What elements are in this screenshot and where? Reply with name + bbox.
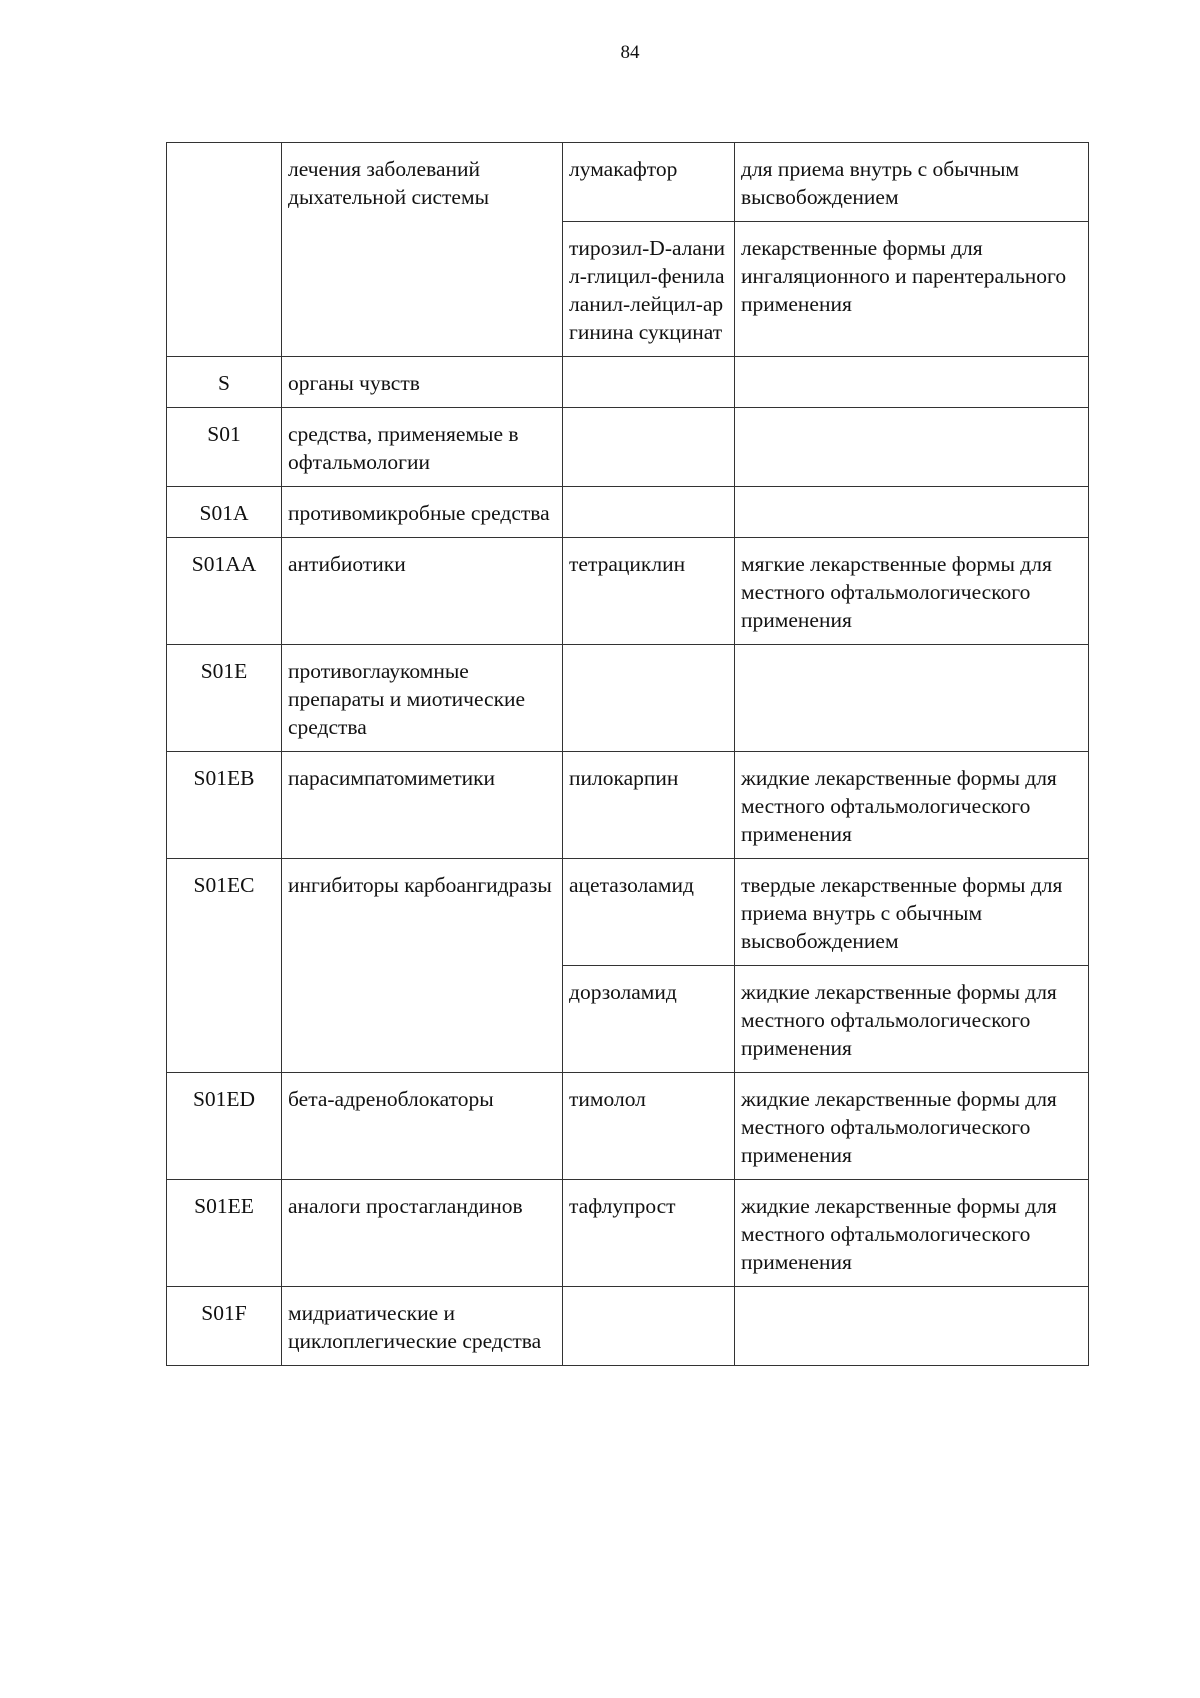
drug-name-cell: дорзоламид — [563, 966, 735, 1073]
atc-code-cell: S01EB — [167, 752, 282, 859]
dosage-form-cell: жидкие лекарственные формы для местного офтальмологического применения — [735, 752, 1089, 859]
atc-code-cell: S01 — [167, 408, 282, 487]
group-name-cell: средства, применяемые в офтальмологии — [282, 408, 563, 487]
table-row — [167, 1287, 1089, 1366]
table-row — [167, 143, 1089, 222]
dosage-form-cell: лекарственные формы для ингаляционного и парентерального применения — [735, 222, 1089, 357]
dosage-form-cell — [735, 408, 1089, 487]
drug-name-cell: тирозил-D-аланил-глицил-фенилаланил-лейцил-аргинина сукцинат — [563, 222, 735, 357]
atc-code-cell: S01F — [167, 1287, 282, 1366]
dosage-form-cell — [735, 1287, 1089, 1366]
group-name-cell: парасимпатомиметики — [282, 752, 563, 859]
drug-name-cell: тафлупрост — [563, 1180, 735, 1287]
drug-name-cell — [563, 357, 735, 408]
atc-code-cell: S01ED — [167, 1073, 282, 1180]
atc-code-cell: S01AA — [167, 538, 282, 645]
drug-classification-table — [166, 142, 1089, 1366]
drug-name-cell: лумакафтор — [563, 143, 735, 222]
table-row — [167, 645, 1089, 752]
dosage-form-cell — [735, 487, 1089, 538]
drug-name-cell: тимолол — [563, 1073, 735, 1180]
dosage-form-cell: жидкие лекарственные формы для местного офтальмологического применения — [735, 1073, 1089, 1180]
dosage-form-cell: жидкие лекарственные формы для местного офтальмологического применения — [735, 1180, 1089, 1287]
group-name-cell: антибиотики — [282, 538, 563, 645]
drug-name-cell — [563, 487, 735, 538]
atc-code-cell — [167, 143, 282, 357]
group-name-cell: мидриатические и циклоплегические средства — [282, 1287, 563, 1366]
group-name-cell: органы чувств — [282, 357, 563, 408]
dosage-form-cell — [735, 645, 1089, 752]
drug-name-cell: пилокарпин — [563, 752, 735, 859]
group-name-cell: бета-адреноблокаторы — [282, 1073, 563, 1180]
drug-name-cell: ацетазоламид — [563, 859, 735, 966]
table-row — [167, 538, 1089, 645]
group-name-cell: аналоги простагландинов — [282, 1180, 563, 1287]
dosage-form-cell: твердые лекарственные формы для приема внутрь с обычным высвобождением — [735, 859, 1089, 966]
dosage-form-cell: жидкие лекарственные формы для местного офтальмологического применения — [735, 966, 1089, 1073]
table-row — [167, 487, 1089, 538]
atc-code-cell: S01EC — [167, 859, 282, 1073]
atc-code-cell: S01E — [167, 645, 282, 752]
page-number: 84 — [620, 42, 640, 63]
group-name-cell: противоглаукомные препараты и миотические средства — [282, 645, 563, 752]
table-row — [167, 357, 1089, 408]
atc-code-cell: S — [167, 357, 282, 408]
table-row — [167, 1180, 1089, 1287]
group-name-cell: противомикробные средства — [282, 487, 563, 538]
drug-name-cell — [563, 1287, 735, 1366]
dosage-form-cell: для приема внутрь с обычным высвобождением — [735, 143, 1089, 222]
group-name-cell: ингибиторы карбоангидразы — [282, 859, 563, 1073]
table-row — [167, 408, 1089, 487]
dosage-form-cell — [735, 357, 1089, 408]
atc-code-cell: S01A — [167, 487, 282, 538]
table-row — [167, 752, 1089, 859]
dosage-form-cell: мягкие лекарственные формы для местного офтальмологического применения — [735, 538, 1089, 645]
drug-name-cell: тетрациклин — [563, 538, 735, 645]
group-name-cell: лечения заболеваний дыхательной системы — [282, 143, 563, 357]
atc-code-cell: S01EE — [167, 1180, 282, 1287]
drug-name-cell — [563, 408, 735, 487]
table-row — [167, 859, 1089, 966]
drug-name-cell — [563, 645, 735, 752]
table-row — [167, 1073, 1089, 1180]
